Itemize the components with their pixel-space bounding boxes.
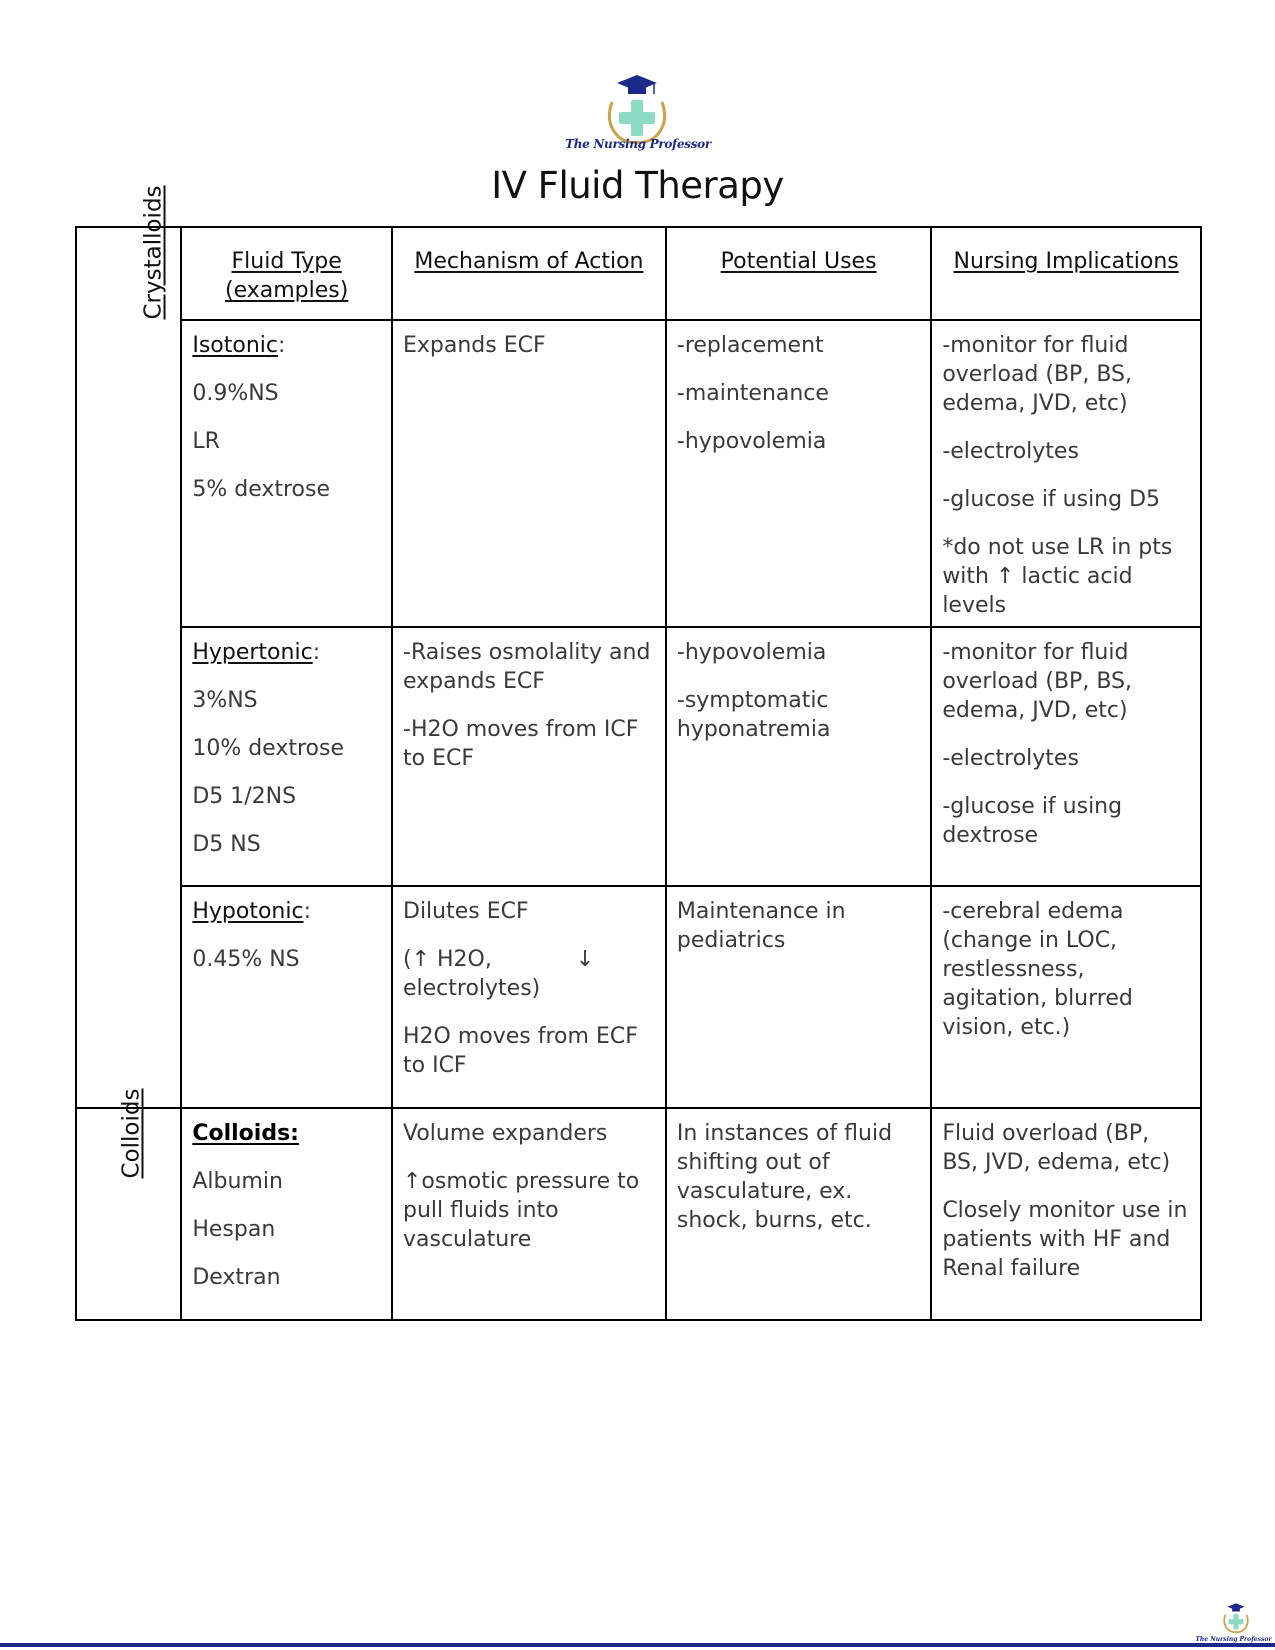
table-row-hypotonic <box>76 886 1201 1108</box>
nursing-cell: -monitor for fluid overload (BP, BS, edema, JVD, etc) -electrolytes -glucose if using D5 *do not use LR in pts with ↑ lactic acid levels <box>931 320 1201 627</box>
category-crystalloids <box>76 185 181 1108</box>
table-row-isotonic <box>76 320 1201 627</box>
mechanism-cell: -Raises osmolality and expands ECF -H2O moves from ICF to ECF <box>392 627 666 886</box>
category-colloids <box>76 1088 181 1320</box>
example: D5 NS <box>192 832 261 857</box>
type-label: Hypertonic <box>192 640 313 665</box>
header-row <box>76 227 1201 320</box>
fluid-type-cell: Hypertonic: 3%NS 10% dextrose D5 1/2NS D5 NS <box>181 627 392 886</box>
category-crystalloids-label: Crystalloids <box>140 185 167 320</box>
footer-logo-icon <box>1216 1600 1256 1640</box>
example: LR <box>192 429 220 454</box>
example: D5 1/2NS <box>192 784 297 809</box>
header-mechanism: Mechanism of Action <box>392 227 666 320</box>
category-colloids-label: Colloids <box>118 1088 145 1179</box>
mechanism-cell: Volume expanders ↑osmotic pressure to pull fluids into vasculature <box>392 1108 666 1320</box>
example: 0.9%NS <box>192 381 279 406</box>
example: 3%NS <box>192 688 258 713</box>
example: Dextran <box>192 1265 281 1290</box>
footer-divider <box>0 1643 1275 1647</box>
example: 10% dextrose <box>192 736 344 761</box>
example: Hespan <box>192 1217 276 1242</box>
table-row-colloids <box>76 1108 1201 1320</box>
fluid-type-cell: Isotonic: 0.9%NS LR 5% dextrose <box>181 320 392 627</box>
example: 0.45% NS <box>192 947 300 972</box>
page-title: IV Fluid Therapy <box>491 164 784 207</box>
uses-cell: In instances of fluid shifting out of vasculature, ex. shock, burns, etc. <box>666 1108 931 1320</box>
footer-logo-wordmark: The Nursing Professor <box>1195 1636 1272 1643</box>
mechanism-cell: Expands ECF <box>392 320 666 627</box>
uses-cell: Maintenance in pediatrics <box>666 886 931 1108</box>
example: 5% dextrose <box>192 477 330 502</box>
type-label: Hypotonic <box>192 899 304 924</box>
header-uses: Potential Uses <box>666 227 931 320</box>
header-fluid-type: Fluid Type (examples) <box>181 227 392 320</box>
uses-cell: -hypovolemia -symptomatic hyponatremia <box>666 627 931 886</box>
type-label: Colloids: <box>192 1121 299 1146</box>
fluid-type-cell: Hypotonic: 0.45% NS <box>181 886 392 1108</box>
type-label: Isotonic <box>192 333 278 358</box>
uses-cell: -replacement -maintenance -hypovolemia <box>666 320 931 627</box>
header-nursing: Nursing Implications <box>931 227 1201 320</box>
nursing-cell: -monitor for fluid overload (BP, BS, edema, JVD, etc) -electrolytes -glucose if using dextrose <box>931 627 1201 886</box>
nursing-cell: -cerebral edema (change in LOC, restlessness, agitation, blurred vision, etc.) <box>931 886 1201 1108</box>
table-row-hypertonic <box>76 627 1201 886</box>
logo-wordmark: The Nursing Professor <box>565 137 711 151</box>
example: Albumin <box>192 1169 283 1194</box>
fluid-type-cell <box>181 1108 392 1320</box>
nursing-cell: Fluid overload (BP, BS, JVD, edema, etc) Closely monitor use in patients with HF and Renal failure <box>931 1108 1201 1320</box>
mechanism-cell: Dilutes ECF (↑ H2O, ↓ electrolytes) H2O moves from ECF to ICF <box>392 886 666 1108</box>
